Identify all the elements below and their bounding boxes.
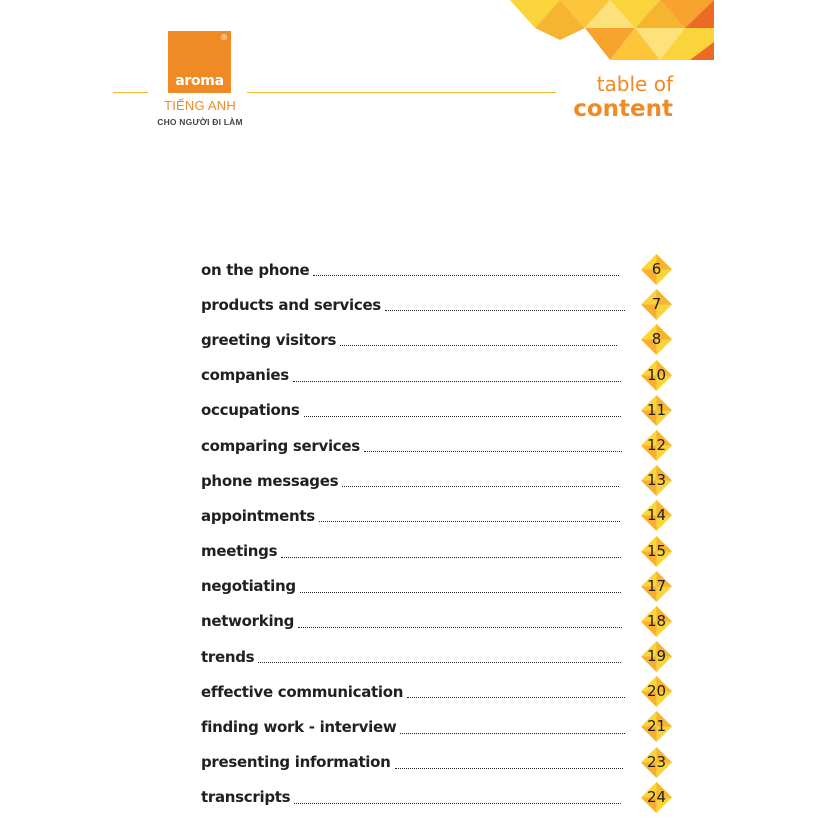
toc-entry-page: 7 [651,295,662,314]
toc-entry-title: products and services [201,295,381,314]
toc-entry-title: appointments [201,506,315,525]
toc-entry-page: 12 [646,435,667,454]
toc-dot-leader [294,803,621,804]
page-title-line1: table of [596,72,673,96]
registered-mark: ® [220,33,228,42]
toc-entry-title: meetings [201,542,278,561]
page-number-badge [641,782,672,813]
toc-dot-leader [258,662,621,663]
toc-dot-leader [298,627,622,628]
toc-entry[interactable] [201,358,681,393]
toc-entry[interactable] [201,780,681,815]
toc-dot-leader [304,416,621,417]
page-number-badge [641,571,672,602]
toc-entry-title: effective communication [201,682,404,701]
toc-entry[interactable] [201,393,681,428]
toc-entry-page: 8 [651,330,662,349]
brand-tagline-1: TIẾNG ANH [164,98,236,113]
toc-entry[interactable] [201,604,681,639]
toc-dot-leader [395,768,623,769]
toc-entry-page: 13 [646,471,667,490]
toc-entry[interactable] [201,463,681,498]
toc-entry-page: 17 [646,576,667,595]
toc-entry[interactable] [201,639,681,674]
page-number-badge [641,711,672,742]
toc-entry-page: 21 [646,717,667,736]
toc-entry-title: companies [201,366,289,385]
page-number-badge [641,500,672,531]
header-rule-left [113,92,148,93]
toc-entry-page: 11 [646,400,667,419]
toc-entry[interactable] [201,674,681,709]
table-of-contents [201,252,681,815]
page-number-badge [641,747,672,778]
page-number-badge [641,324,672,355]
header-rule-right [247,92,556,93]
page-title [573,73,673,122]
toc-dot-leader [340,345,617,346]
toc-entry-title: finding work - interview [201,718,397,737]
page-number-badge [641,395,672,426]
toc-entry-title: presenting information [201,753,391,772]
aroma-logo [168,31,231,93]
toc-dot-leader [385,310,625,311]
toc-dot-leader [300,592,621,593]
toc-entry-page: 24 [646,787,667,806]
toc-dot-leader [281,557,621,558]
toc-entry-title: negotiating [201,577,296,596]
toc-dot-leader [407,697,625,698]
page-number-badge [641,676,672,707]
page-number-badge [641,465,672,496]
page-number-badge [641,430,672,461]
toc-entry-title: trends [201,647,255,666]
page-number-badge [641,536,672,567]
page-number-badge [641,606,672,637]
toc-entry-title: transcripts [201,788,291,807]
toc-entry-page: 14 [646,506,667,525]
toc-entry[interactable] [201,534,681,569]
toc-entry-page: 6 [651,260,662,278]
toc-dot-leader [342,486,619,487]
page-title-line2: content [573,96,673,122]
toc-entry[interactable] [201,428,681,463]
page-number-badge [641,254,672,285]
page-number-badge [641,641,672,672]
toc-entry-page: 15 [646,541,667,560]
toc-entry[interactable] [201,287,681,322]
toc-entry-page: 20 [646,682,667,701]
toc-entry-title: comparing services [201,436,360,455]
toc-entry[interactable] [201,745,681,780]
toc-entry[interactable] [201,252,681,287]
toc-entry[interactable] [201,569,681,604]
toc-entry-page: 10 [646,365,667,384]
toc-entry[interactable] [201,322,681,357]
toc-dot-leader [313,275,619,276]
logo-word: aroma [175,73,224,89]
toc-entry[interactable] [201,498,681,533]
page-number-badge [641,360,672,391]
toc-dot-leader [319,521,620,522]
toc-entry-page: 18 [646,611,667,630]
toc-dot-leader [364,451,622,452]
toc-entry-page: 23 [646,752,667,771]
toc-dot-leader [293,381,621,382]
toc-entry-page: 19 [646,647,667,666]
brand-tagline-2: CHO NGƯỜI ĐI LÀM [157,117,243,127]
toc-entry-title: greeting visitors [201,330,337,349]
page-number-badge [641,289,672,320]
toc-entry-title: phone messages [201,471,339,490]
toc-dot-leader [400,733,625,734]
toc-entry[interactable] [201,709,681,744]
toc-entry-title: occupations [201,401,300,420]
toc-entry-title: on the phone [201,260,310,279]
toc-entry-title: networking [201,612,295,631]
